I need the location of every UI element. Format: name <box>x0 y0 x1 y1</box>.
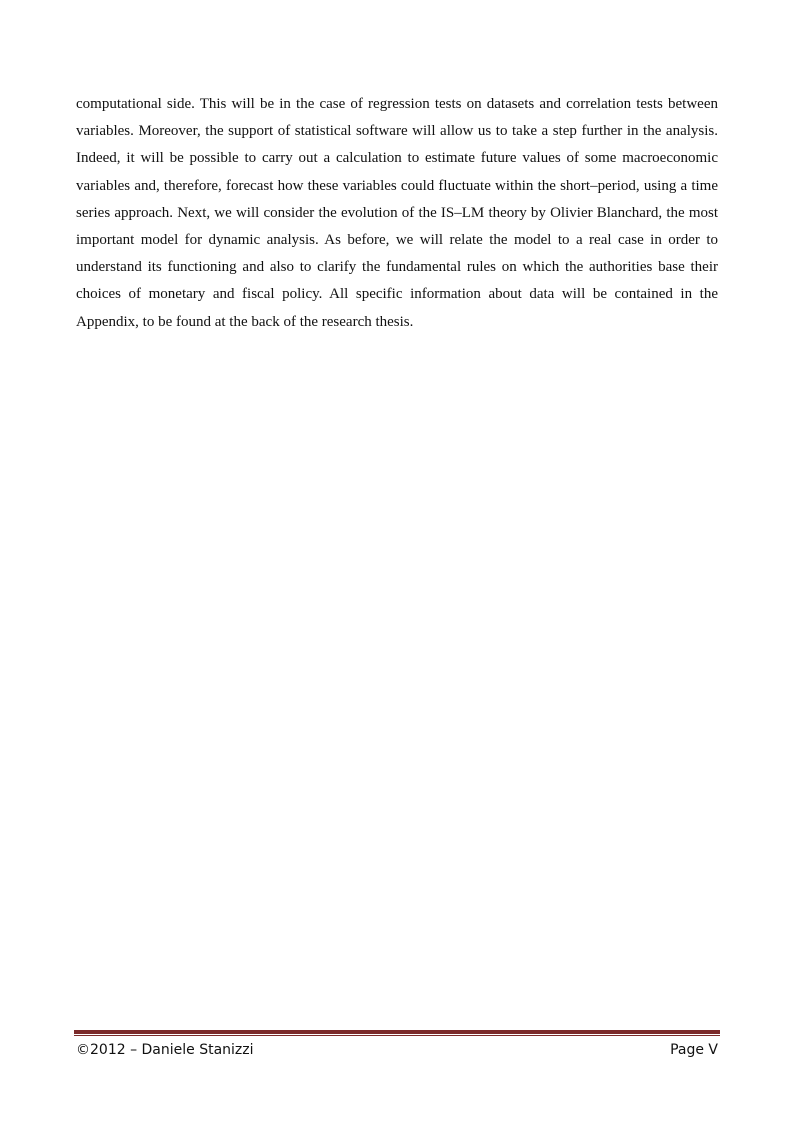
body-paragraph: computational side. This will be in the case of regression tests on datasets and correlation tests between variables. Moreover, the support of statistical software will allow us to take a step further in the analysis. Indeed, it will be possible to carry out a calculation to estimate future values of some macroeconomic variables and, therefore, forecast how these variables could fluctuate within the short–period, using a time series approach. Next, we will consider the evolution of the IS–LM theory by Olivier Blanchard, the most important model for dynamic analysis. As before, we will relate the model to a real case in order to understand its functioning and also to clarify the fundamental rules on which the authorities base their choices of monetary and fiscal policy. All specific information about data will be contained in the Appendix, to be found at the back of the research thesis. <box>76 96 718 330</box>
footer-page-number: Page V <box>670 1042 718 1058</box>
footer-rule <box>74 1030 720 1037</box>
footer-copyright: ©2012 – Daniele Stanizzi <box>76 1042 254 1058</box>
footer-rule-thin <box>74 1035 720 1036</box>
footer-rule-thick <box>74 1030 720 1034</box>
page-footer <box>76 1040 718 1060</box>
